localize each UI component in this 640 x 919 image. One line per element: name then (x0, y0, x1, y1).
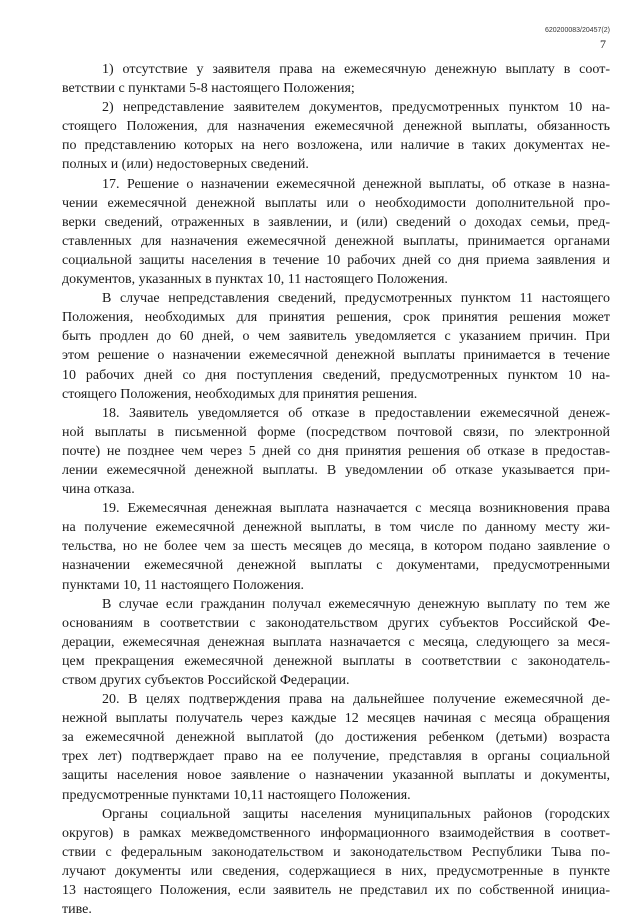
paragraph (62, 805, 610, 919)
paragraph-line: лучают документы или сведения, содержащиеся в них, предусмотренные в пункте (62, 863, 610, 879)
paragraph-line: верки сведений, отраженных в заявлении, и (или) сведений о доходах семьи, пред- (62, 214, 610, 230)
paragraph-line: тиве. (62, 902, 92, 918)
paragraph-line: В случае непредставления сведений, предусмотренных пунктом 11 настоящего (102, 291, 610, 307)
paragraph-line: тельства, но не более чем за шесть месяцев до месяца, в котором подано заявление о (62, 539, 610, 555)
paragraph-line: пунктами 10, 11 настоящего Положения. (62, 577, 305, 593)
paragraph-line: округов) в рамках межведомственного информационного взаимодействия в соответ- (62, 825, 610, 841)
paragraph (62, 499, 610, 594)
paragraph-line: 20. В целях подтверждения права на дальнейшее получение ежемесячной де- (102, 692, 610, 708)
paragraph-line: почте) не позднее чем через 5 дней со дня принятия решения об отказе в предостав- (62, 443, 610, 459)
paragraph-line: за ежемесячной денежной выплатой (до достижения ребенком (детьми) возраста (62, 730, 610, 746)
paragraph-line: стоящего Положения, необходимых для принятия решения. (62, 386, 418, 402)
paragraph-line: 17. Решение о назначении ежемесячной денежной выплаты, об отказе в назна- (102, 176, 610, 192)
paragraph-line: документов, указанных в пунктах 10, 11 настоящего Положения. (62, 272, 448, 288)
paragraph-line: лении ежемесячной денежной выплаты. В уведомлении об отказе указывается при- (62, 462, 610, 478)
paragraph-line: чении ежемесячной денежной выплаты или о необходимости дополнительной про- (62, 195, 610, 211)
paragraph-line: по представлению которых на него возложена, или наличие в таких документах не- (62, 138, 610, 154)
paragraph-line: быть продлен до 60 дней, о чем заявитель уведомляется с указанием причин. При (62, 329, 610, 345)
paragraph (62, 98, 610, 174)
paragraph-line: чина отказа. (62, 482, 135, 498)
paragraph-line: ветствии с пунктами 5-8 настоящего Положения; (62, 81, 355, 97)
paragraph-line: 13 настоящего Положения, если заявитель не представил их по собственной инициа- (62, 883, 610, 899)
paragraph (62, 690, 610, 805)
paragraph-line: нежной выплаты получатель через каждые 12 месяцев начиная с месяца обращения (62, 711, 610, 727)
paragraph (62, 404, 610, 499)
paragraph-line: стоящего Положения, для назначения ежемесячной денежной выплаты, обязанность (62, 119, 610, 135)
paragraph-line: назначении ежемесячной денежной выплаты с документами, предусмотренными (62, 558, 610, 574)
paragraph-line: 18. Заявитель уведомляется об отказе в предоставлении ежемесячной денеж- (102, 405, 610, 421)
paragraph-line: ствии с федеральным законодательством и законодательством Республики Тыва по- (62, 844, 610, 860)
paragraph-line: основаниям в соответствии с законодательством других субъектов Российской Фе- (62, 615, 610, 631)
paragraph-line: на получение ежемесячной денежной выплаты, в том числе по данному месту жи- (62, 520, 610, 536)
paragraph-line: Положения, необходимых для принятия решения, срок принятия решения может (62, 310, 610, 326)
paragraph-line: социальной защиты населения в течение 10 рабочих дней со дня приема заявления и (62, 252, 610, 268)
page-number: 7 (600, 37, 606, 51)
paragraph-line: 10 рабочих дней со дня поступления сведений, предусмотренных пунктом 10 на- (62, 367, 610, 383)
paragraph (62, 175, 610, 290)
paragraph-line: Органы социальной защиты населения муниципальных районов (городских (102, 806, 610, 822)
paragraph-line: 1) отсутствие у заявителя права на ежемесячную денежную выплату в соот- (102, 62, 610, 77)
paragraph-line: 2) непредставление заявителем документов, предусмотренных пунктом 10 на- (102, 100, 610, 116)
paragraph (62, 595, 610, 690)
paragraph-line: В случае если гражданин получал ежемесячную денежную выплату по тем же (102, 596, 610, 612)
paragraph-line: этом решение о назначении ежемесячной денежной выплаты принимается в течение (62, 348, 610, 364)
paragraph-line: ной выплаты в письменной форме (посредством почтовой связи, по электронной (62, 424, 610, 440)
paragraph-line: ством других субъектов Российской Федерации. (62, 673, 350, 688)
paragraph-line: предусмотренные пунктами 10,11 настоящего Положения. (62, 787, 411, 803)
paragraph (62, 60, 610, 98)
paragraph-line: полных и (или) недостоверных сведений. (62, 157, 309, 173)
paragraph-line: цем прекращения ежемесячной денежной выплаты в соответствии с законодатель- (62, 653, 610, 669)
document-body (62, 60, 610, 919)
paragraph-line: трех лет) подтверждает право на ее получение, представляя в органы социальной (62, 749, 610, 765)
paragraph-line: защиты населения новое заявление о назначении указанной выплаты и документы, (62, 768, 610, 784)
document-code: 620200083/20457(2) (544, 27, 610, 34)
paragraph-line: 19. Ежемесячная денежная выплата назначается с месяца возникновения права (102, 501, 610, 517)
paragraph-line: ставленных для назначения ежемесячной денежной выплаты, принимается органами (62, 233, 610, 249)
paragraph (62, 289, 610, 404)
paragraph-line: дерации, ежемесячная денежная выплата назначается с месяца, следующего за меся- (62, 634, 610, 650)
